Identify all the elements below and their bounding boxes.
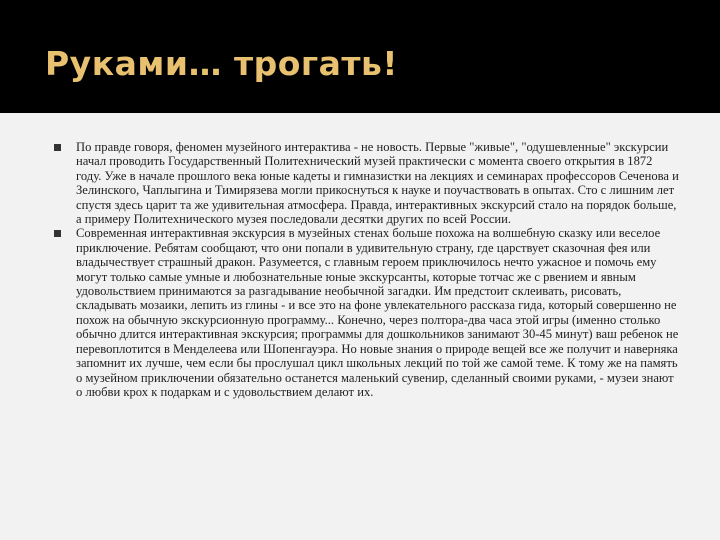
bullet-text: По правде говоря, феномен музейного интерактива - не новость. Первые "живые", "одушевленные" экскурсии начал проводить Государственный Политехнический музей практически с момента своего открытия в 1872 году. Уже в начале прошлого века юные кадеты и гимназистки на лекциях и семинарах профессоров Сеченова и Зелинского, Чаплыгина и Тимирязева могли прикоснуться к науке и поучаствовать в опытах. Сто с лишним лет спустя здесь царит та же удивительная атмосфера. Правда, интерактивных экскурсий стало на порядок больше, а примеру Политехнического музея последовали десятки других по всей России. — [76, 140, 679, 227]
title-bar — [0, 0, 720, 113]
bullet-icon — [54, 230, 61, 237]
bullet-icon — [54, 144, 61, 151]
bullet-item-modern-tour — [54, 226, 680, 399]
bullet-text: Современная интерактивная экскурсия в музейных стенах больше похожа на волшебную сказку или веселое приключение. Ребятам сообщают, что они попали в удивительную страну, где царствует сказочная фея или владычествует страшный дракон. Разумеется, с главным героем приключилось нечто ужасное и помочь ему могут только самые умные и любознательные юные экскурсанты, которые тотчас же с рвением и явным удовольствием принимаются за разгадывание необычной загадки. Им предстоит склеивать, рисовать, складывать мозаики, лепить из глины - и все это на фоне увлекательного рассказа гида, который совершенно не похож на обычную экскурсионную программу... Конечно, через полтора-два часа этой игры (именно столько обычно длится интерактивная экскурсия; программы для дошкольников занимают 30-45 минут) ваш ребенок не перевоплотится в Менделеева или Шопенгауэра. Но новые знания о природе вещей все же получит и наверняка запомнит их лучше, чем если бы прослушал цикл школьных лекций по той же самой теме. К тому же на память о музейном приключении обязательно останется маленький сувенир, сделанный своими руками, - музеи знают о любви крох к подаркам и с удовольствием делают их. — [76, 226, 679, 399]
slide-title: Руками… трогать! — [45, 44, 398, 83]
bullet-list — [54, 140, 680, 399]
bullet-item-history — [54, 140, 680, 226]
